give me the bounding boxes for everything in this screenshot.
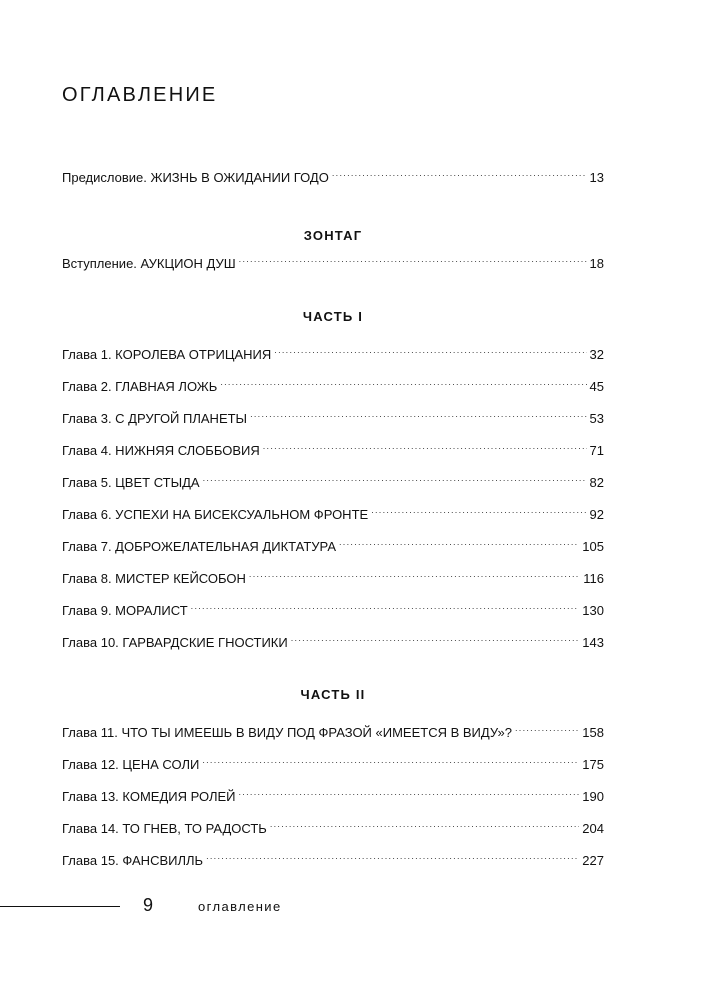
section-heading-part-1: ЧАСТЬ I [302,309,364,324]
footer-running-title: оглавление [198,899,282,914]
toc-entry-page: 143 [582,635,604,650]
page-title: ОГЛАВЛЕНИЕ [62,84,218,106]
dot-leader [220,373,586,391]
section-heading-zontag: ЗОНТАГ [303,228,363,243]
toc-entry-page: 32 [589,347,604,362]
toc-entry-label: Глава 2. ГЛАВНАЯ ЛОЖЬ [62,379,218,394]
toc-entry-chapter[interactable] [62,341,604,362]
toc-entry-page: 204 [582,821,604,836]
toc-entry-page: 130 [582,603,604,618]
toc-entry-label: Глава 10. ГАРВАРДСКИЕ ГНОСТИКИ [62,635,288,650]
toc-entry-chapter[interactable] [62,373,604,394]
dot-leader [371,501,586,519]
toc-entry-chapter[interactable] [62,629,604,650]
dot-leader [202,751,579,769]
toc-entry-label: Глава 11. ЧТО ТЫ ИМЕЕШЬ В ВИДУ ПОД ФРАЗОЙ «ИМЕЕТСЯ В ВИДУ»? [62,725,512,740]
dot-leader [249,565,580,583]
toc-entry-page: 92 [589,507,604,522]
toc-entry-chapter[interactable] [62,405,604,426]
toc-entry-chapter[interactable] [62,783,604,804]
toc-entry-page: 45 [589,379,604,394]
toc-entry-page: 18 [589,256,604,271]
toc-entry-page: 105 [582,539,604,554]
toc-entry-chapter[interactable] [62,533,604,554]
footer-rule [0,906,120,907]
dot-leader [515,719,579,737]
toc-entry-chapter[interactable] [62,751,604,772]
toc-entry-page: 82 [589,475,604,490]
toc-entry-intro[interactable] [62,250,604,271]
dot-leader [263,437,587,455]
dot-leader [203,469,587,487]
toc-entry-page: 116 [583,571,604,586]
dot-leader [206,847,579,865]
toc-entry-label: Предисловие. ЖИЗНЬ В ОЖИДАНИИ ГОДО [62,170,329,185]
toc-entry-page: 227 [582,853,604,868]
dot-leader [191,597,580,615]
toc-entry-chapter[interactable] [62,597,604,618]
toc-entry-label: Глава 4. НИЖНЯЯ СЛОББОВИЯ [62,443,260,458]
toc-entry-page: 190 [582,789,604,804]
toc-entry-preface[interactable] [62,164,604,185]
toc-entry-label: Глава 7. ДОБРОЖЕЛАТЕЛЬНАЯ ДИКТАТУРА [62,539,336,554]
dot-leader [332,164,587,182]
dot-leader [239,783,580,801]
dot-leader [239,250,587,268]
toc-entry-label: Глава 9. МОРАЛИСТ [62,603,188,618]
toc-entry-chapter[interactable] [62,847,604,868]
toc-entry-chapter[interactable] [62,719,604,740]
toc-entry-label: Глава 6. УСПЕХИ НА БИСЕКСУАЛЬНОМ ФРОНТЕ [62,507,369,522]
toc-entry-chapter[interactable] [62,501,604,522]
toc-entry-page: 175 [582,757,604,772]
dot-leader [270,815,579,833]
toc-entry-chapter[interactable] [62,565,604,586]
toc-entry-label: Глава 5. ЦВЕТ СТЫДА [62,475,200,490]
toc-entry-label: Глава 13. КОМЕДИЯ РОЛЕЙ [62,789,236,804]
toc-entry-chapter[interactable] [62,815,604,836]
toc-entry-page: 158 [582,725,604,740]
dot-leader [274,341,586,359]
toc-entry-label: Глава 8. МИСТЕР КЕЙСОБОН [62,571,246,586]
dot-leader [339,533,579,551]
toc-entry-chapter[interactable] [62,437,604,458]
toc-entry-page: 13 [589,170,604,185]
toc-entry-label: Вступление. АУКЦИОН ДУШ [62,256,236,271]
toc-entry-label: Глава 12. ЦЕНА СОЛИ [62,757,200,772]
dot-leader [250,405,586,423]
footer-page-number: 9 [143,895,154,915]
dot-leader [291,629,580,647]
section-heading-part-2: ЧАСТЬ II [300,687,366,702]
toc-entry-chapter[interactable] [62,469,604,490]
toc-entry-label: Глава 1. КОРОЛЕВА ОТРИЦАНИЯ [62,347,272,362]
toc-entry-page: 53 [589,411,604,426]
toc-entry-label: Глава 14. ТО ГНЕВ, ТО РАДОСТЬ [62,821,267,836]
toc-entry-page: 71 [589,443,604,458]
toc-entry-label: Глава 3. С ДРУГОЙ ПЛАНЕТЫ [62,411,248,426]
toc-entry-label: Глава 15. ФАНСВИЛЛЬ [62,853,204,868]
